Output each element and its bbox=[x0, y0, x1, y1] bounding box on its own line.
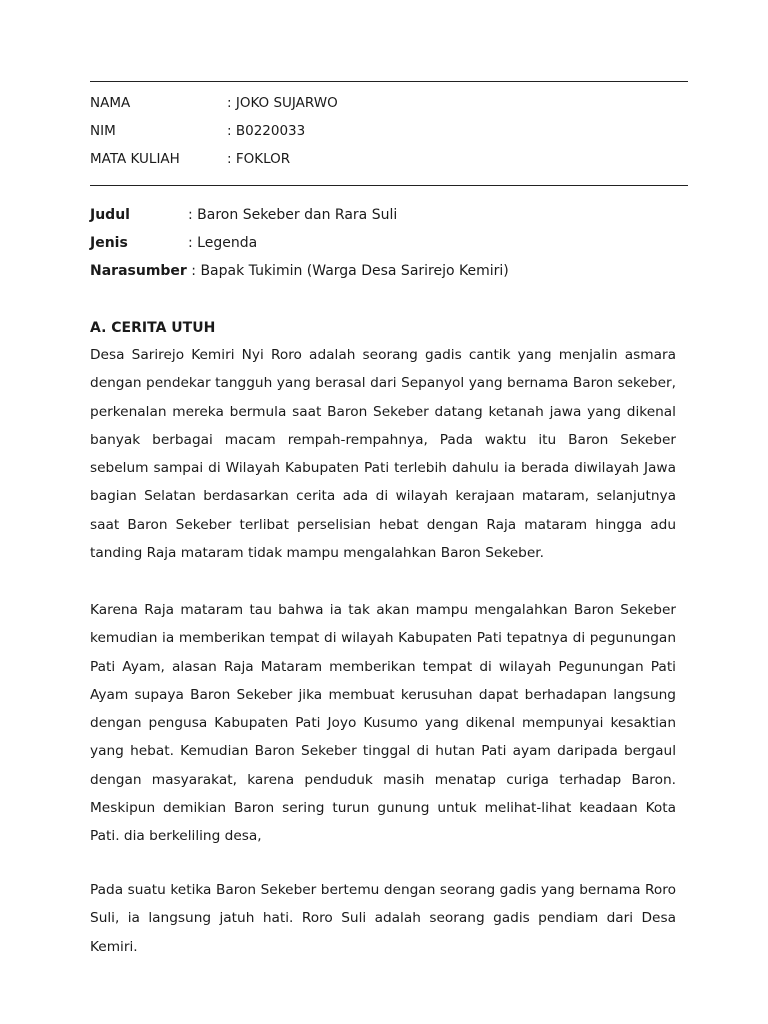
genre-value: : Legenda bbox=[188, 235, 258, 251]
course-label: MATA KULIAH bbox=[90, 151, 180, 167]
nim-label: NIM bbox=[90, 123, 116, 139]
identity-row-course bbox=[90, 148, 688, 176]
story-paragraph-3: Pada suatu ketika Baron Sekeber bertemu dengan seorang gadis yang bernama Roro Suli, ia langsung jatuh hati. Roro Suli adalah seorang gadis pendiam dari Desa Kemiri. bbox=[90, 882, 676, 955]
section-heading: A. CERITA UTUH bbox=[90, 320, 216, 336]
story-metadata bbox=[90, 204, 688, 288]
name-label: NAMA bbox=[90, 95, 131, 111]
title-label: Judul bbox=[90, 207, 130, 223]
bottom-divider bbox=[90, 185, 688, 186]
source-value: : Bapak Tukimin (Warga Desa Sarirejo Kemiri) bbox=[186, 263, 509, 279]
meta-row-source bbox=[90, 260, 688, 288]
identity-row-name bbox=[90, 92, 688, 120]
top-divider bbox=[90, 81, 688, 82]
course-value: : FOKLOR bbox=[227, 151, 291, 167]
meta-row-genre bbox=[90, 232, 688, 260]
genre-label: Jenis bbox=[90, 235, 128, 251]
identity-row-nim bbox=[90, 120, 688, 148]
student-identity bbox=[90, 92, 688, 176]
story-paragraph-1: Desa Sarirejo Kemiri Nyi Roro adalah seorang gadis cantik yang menjalin asmara dengan pendekar tangguh yang berasal dari Sepanyol yang bernama Baron sekeber, perkenalan mereka bermula saat Baron Sekeber datang ketanah jawa yang dikenal banyak berbagai macam rempah-rempahnya, Pada waktu itu Baron Sekeber sebelum sampai di Wilayah Kabupaten Pati terlebih dahulu ia berada diwilayah Jawa bagian Selatan berdasarkan cerita ada di wilayah kerajaan mataram, selanjutnya saat Baron Sekeber terlibat perselisian hebat dengan Raja mataram hingga adu tanding Raja mataram tidak mampu mengalahkan Baron Sekeber. bbox=[90, 347, 676, 562]
source-label: Narasumber bbox=[90, 263, 187, 279]
story-paragraph-2: Karena Raja mataram tau bahwa ia tak akan mampu mengalahkan Baron Sekeber kemudian ia memberikan tempat di wilayah Kabupaten Pati tepatnya di pegunungan Pati Ayam, alasan Raja Mataram memberikan tempat di wilayah Pegunungan Pati Ayam supaya Baron Sekeber jika membuat kerusuhan dapat berhadapan langsung dengan pengusa Kabupaten Pati Joyo Kusumo yang dikenal mempunyai kesaktian yang hebat. Kemudian Baron Sekeber tinggal di hutan Pati ayam daripada bergaul dengan masyarakat, karena penduduk masih menatap curiga terhadap Baron. Meskipun demikian Baron sering turun gunung untuk melihat-lihat keadaan Kota Pati. dia berkeliling desa, bbox=[90, 602, 676, 845]
title-value: : Baron Sekeber dan Rara Suli bbox=[188, 207, 398, 223]
nim-value: : B0220033 bbox=[227, 123, 306, 139]
meta-row-title bbox=[90, 204, 688, 232]
name-value: : JOKO SUJARWO bbox=[227, 95, 338, 111]
